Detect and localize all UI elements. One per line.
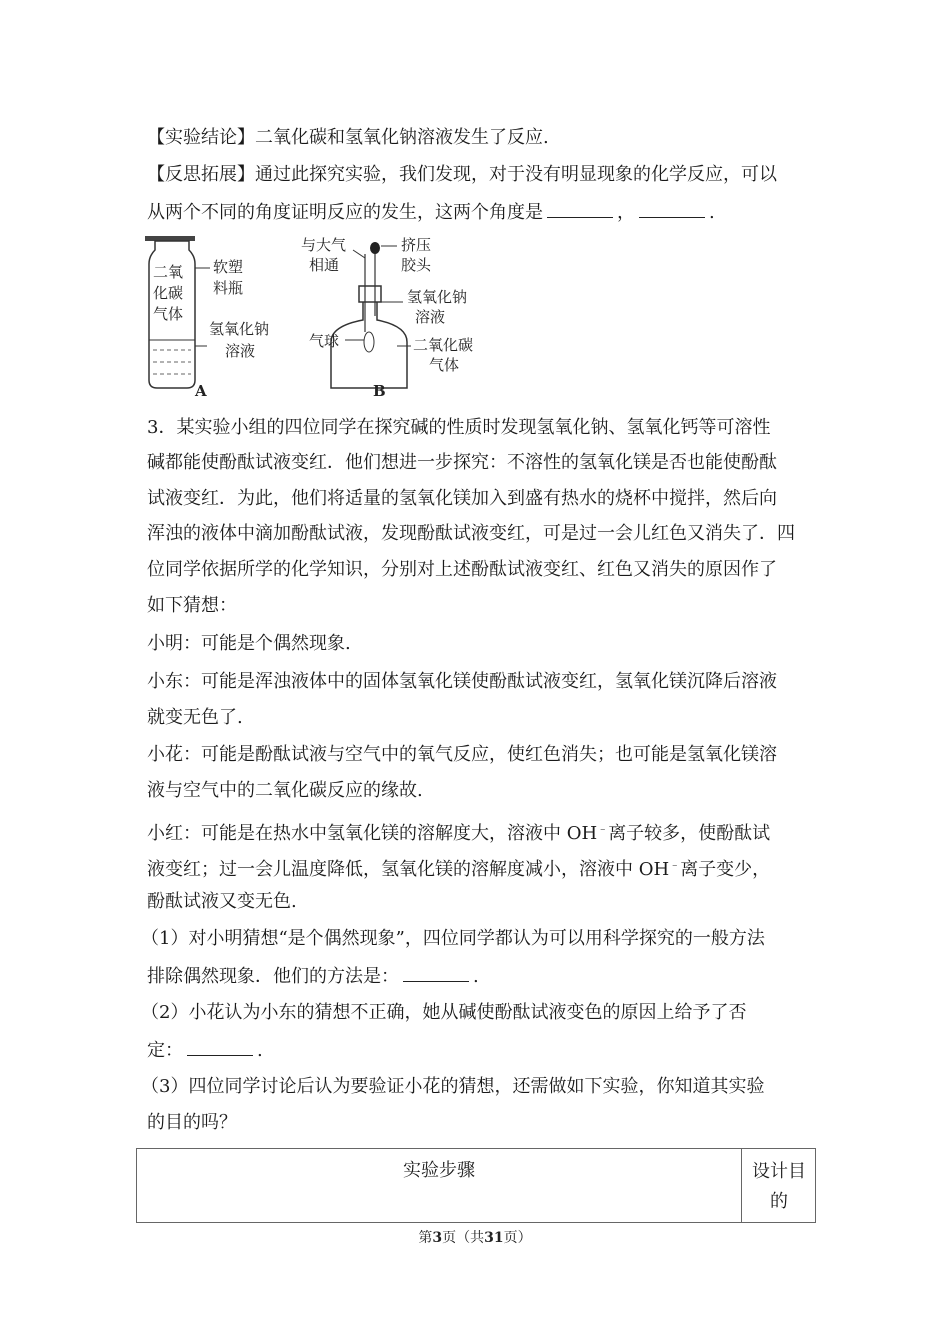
label-b: B (373, 382, 386, 400)
label-co2-1: 二氧 (153, 263, 184, 281)
q3-line-2: 碱都能使酚酞试液变红．他们想进一步探究：不溶性的氢氧化镁是否也能使酚酞 (147, 452, 777, 473)
xiaodong-line-1: 小东：可能是浑浊液体中的固体氢氧化镁使酚酞试液变红，氢氧化镁沉降后溶液 (147, 671, 777, 692)
xiaohong-line-2: 液变红；过一会儿温度降低，氢氧化镁的溶解度减小，溶液中 OH﹣离子变少， (147, 858, 771, 880)
label-balloon: 气球 (309, 332, 340, 350)
xiaohua-line-1: 小花：可能是酚酞试液与空气中的氧气反应，使红色消失；也可能是氢氧化镁溶 (147, 744, 777, 765)
label-naoh-b-2: 溶液 (415, 308, 446, 326)
xiaodong-line-2: 就变无色了. (147, 707, 243, 728)
experiment-table (136, 1148, 816, 1223)
q3-line-6: 如下猜想： (147, 595, 237, 616)
xiaohong-line-3: 酚酞试液又变无色. (147, 891, 297, 912)
sub2-line-1: （2）小花认为小东的猜想不正确，她从碱使酚酞试液变色的原因上给予了否 (141, 1002, 747, 1023)
table-header-purpose: 设计目 的 (752, 1161, 806, 1212)
sub3-line-2: 的目的吗？ (147, 1112, 237, 1133)
reflection-line-2: 从两个不同的角度证明反应的发生，这两个角度是 ， . (147, 199, 715, 225)
label-a: A (195, 382, 207, 400)
label-naoh-1: 氢氧化钠 (209, 320, 270, 338)
label-soft-bottle-1: 软塑 (213, 258, 244, 276)
bottle-a-diagram (145, 236, 269, 400)
answer-blank[interactable] (187, 1037, 253, 1056)
label-atmosphere-2: 相通 (309, 256, 340, 274)
q3-line-4: 浑浊的液体中滴加酚酞试液，发现酚酞试液变红，可是过一会儿红色又消失了．四 (147, 523, 795, 544)
xiaohong-line-1: 小红：可能是在热水中氢氧化镁的溶解度大，溶液中 OH﹣离子较多，使酚酞试 (147, 822, 771, 844)
answer-blank[interactable] (403, 963, 469, 982)
sub1-line-1: （1）对小明猜想“是个偶然现象”，四位同学都认为可以用科学探究的一般方法 (141, 928, 765, 949)
xiaohua-line-2: 液与空气中的二氧化碳反应的缘故. (147, 780, 423, 801)
label-atmosphere-1: 与大气 (301, 236, 347, 254)
sub1-line-2: 排除偶然现象．他们的方法是： . (147, 963, 479, 989)
label-naoh-2: 溶液 (225, 342, 256, 360)
xiaoming-line: 小明：可能是个偶然现象. (147, 633, 351, 654)
q3-line-3: 试液变红．为此，他们将适量的氢氧化镁加入到盛有热水的烧杯中搅拌，然后向 (147, 488, 777, 509)
page-footer: 第3页（共31页） (418, 1230, 532, 1246)
answer-blank[interactable] (639, 199, 705, 218)
label-co2-3: 气体 (153, 305, 184, 323)
reflection-line-1: 【反思拓展】通过此探究实验，我们发现，对于没有明显现象的化学反应，可以 (147, 164, 777, 185)
label-naoh-b-1: 氢氧化钠 (407, 288, 468, 306)
label-co2-2: 化碳 (153, 284, 184, 302)
label-co2-b-2: 气体 (429, 356, 460, 374)
answer-blank[interactable] (547, 199, 613, 218)
conclusion-line: 【实验结论】二氧化碳和氢氧化钠溶液发生了反应. (147, 127, 549, 148)
sub3-line-1: （3）四位同学讨论后认为要验证小花的猜想，还需做如下实验，你知道其实验 (141, 1076, 765, 1097)
label-squeeze-2: 胶头 (401, 256, 432, 274)
q3-line-1: 3．某实验小组的四位同学在探究碱的性质时发现氢氧化钠、氢氧化钙等可溶性 (147, 417, 771, 438)
q3-line-5: 位同学依据所学的化学知识，分别对上述酚酞试液变红、红色又消失的原因作了 (147, 559, 777, 580)
sub2-line-2: 定： . (147, 1037, 263, 1063)
flask-b-diagram (301, 236, 473, 400)
label-co2-b-1: 二氧化碳 (413, 336, 474, 354)
table-header-steps: 实验步骤 (403, 1160, 475, 1181)
label-soft-bottle-2: 料瓶 (213, 279, 244, 297)
experiment-figure (145, 236, 485, 400)
label-squeeze-1: 挤压 (401, 236, 432, 254)
